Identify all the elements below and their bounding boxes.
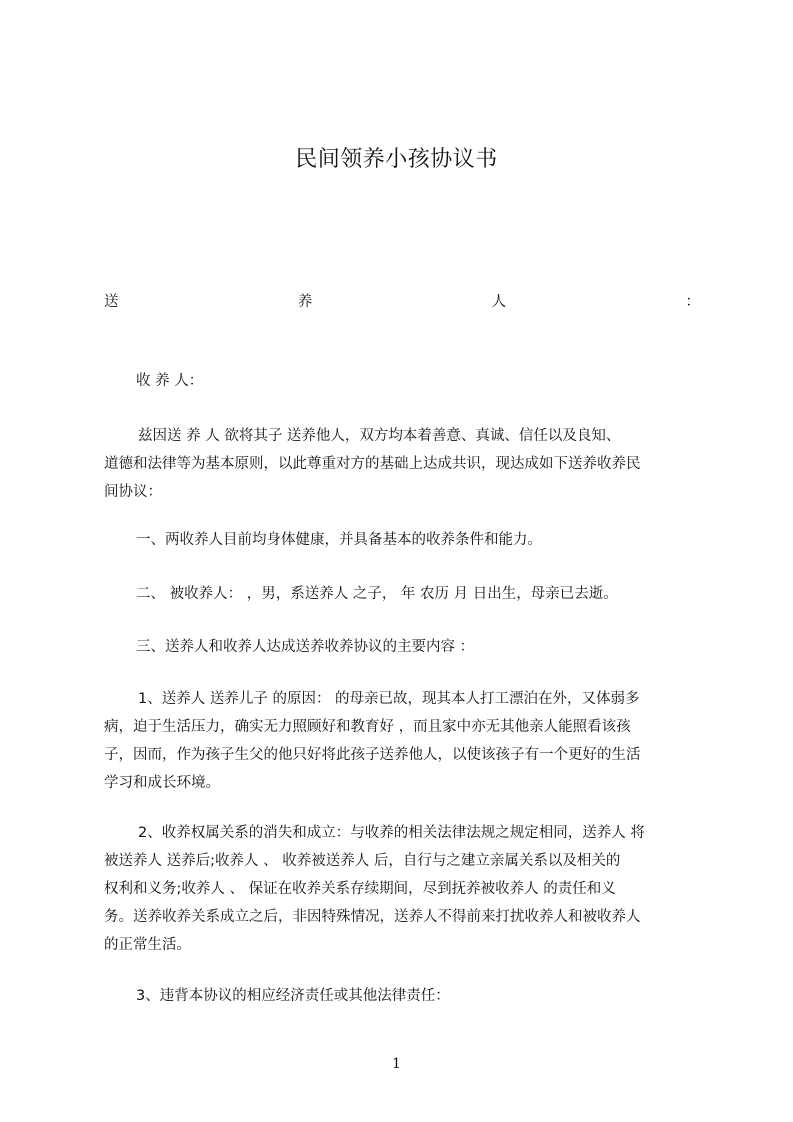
item-2-line-3: 权利和义务;收养人 、 保证在收养关系存续期间，尽到抚养被收养人 的责任和义 (104, 881, 616, 897)
clause-1: 一、两收养人目前均身体健康，并具备基本的收养条件和能力。 (136, 532, 542, 548)
sender-label-char: 送 (104, 294, 119, 310)
sender-label-char: 人 (491, 294, 507, 310)
clause-2: 二、 被收养人： ，男，系送养人 之子， 年 农历 月 日出生，母亲已去逝。 (136, 586, 618, 602)
intro-line-1: 兹因送 养 人 欲将其子 送养他人，双方均本着善意、真诚、信任以及良知、 (138, 428, 621, 444)
intro-line-2: 道德和法律等为基本原则，以此尊重对方的基础上达成共识，现达成如下送养收养民 (104, 456, 641, 472)
sender-label-char: 养 (297, 294, 313, 310)
item-1-line-1: 1、送养人 送养儿子 的原因： 的母亲已故，现其本人打工漂泊在外，又体弱多 (138, 691, 640, 707)
receiver-label: 收 养 人： (136, 373, 204, 389)
item-1-line-4: 学习和成长环境。 (104, 775, 220, 791)
item-1-line-3: 子，因而，作为孩子生父的他只好将此孩子送养他人，以使该孩子有一个更好的生活 (104, 747, 641, 763)
page-number: 1 (392, 1056, 401, 1072)
item-2-line-5: 的正常生活。 (104, 937, 191, 953)
document-title: 民间领养小孩协议书 (295, 147, 498, 172)
sender-label-char: ： (685, 294, 700, 310)
item-2-line-1: 2、收养权属关系的消失和成立：与收养的相关法律法规之规定相同，送养人 将 (138, 825, 645, 841)
item-2-line-2: 被送养人 送养后;收养人 、 收养被送养人 后，自行与之建立亲属关系以及相关的 (104, 853, 621, 869)
item-1-line-2: 病，迫于生活压力，确实无力照顾好和教育好 ，而且家中亦无其他亲人能照看该孩 (104, 719, 631, 735)
item-2-line-4: 务。送养收养关系成立之后，非因特殊情况，送养人不得前来打扰收养人和被收养人 (104, 909, 641, 925)
clause-3: 三、送养人和收养人达成送养收养协议的主要内容 ： (136, 639, 475, 655)
sender-label-row (104, 292, 700, 312)
item-3-line-1: 3、违背本协议的相应经济责任或其他法律责任： (136, 988, 450, 1004)
intro-line-3: 间协议： (104, 484, 162, 500)
